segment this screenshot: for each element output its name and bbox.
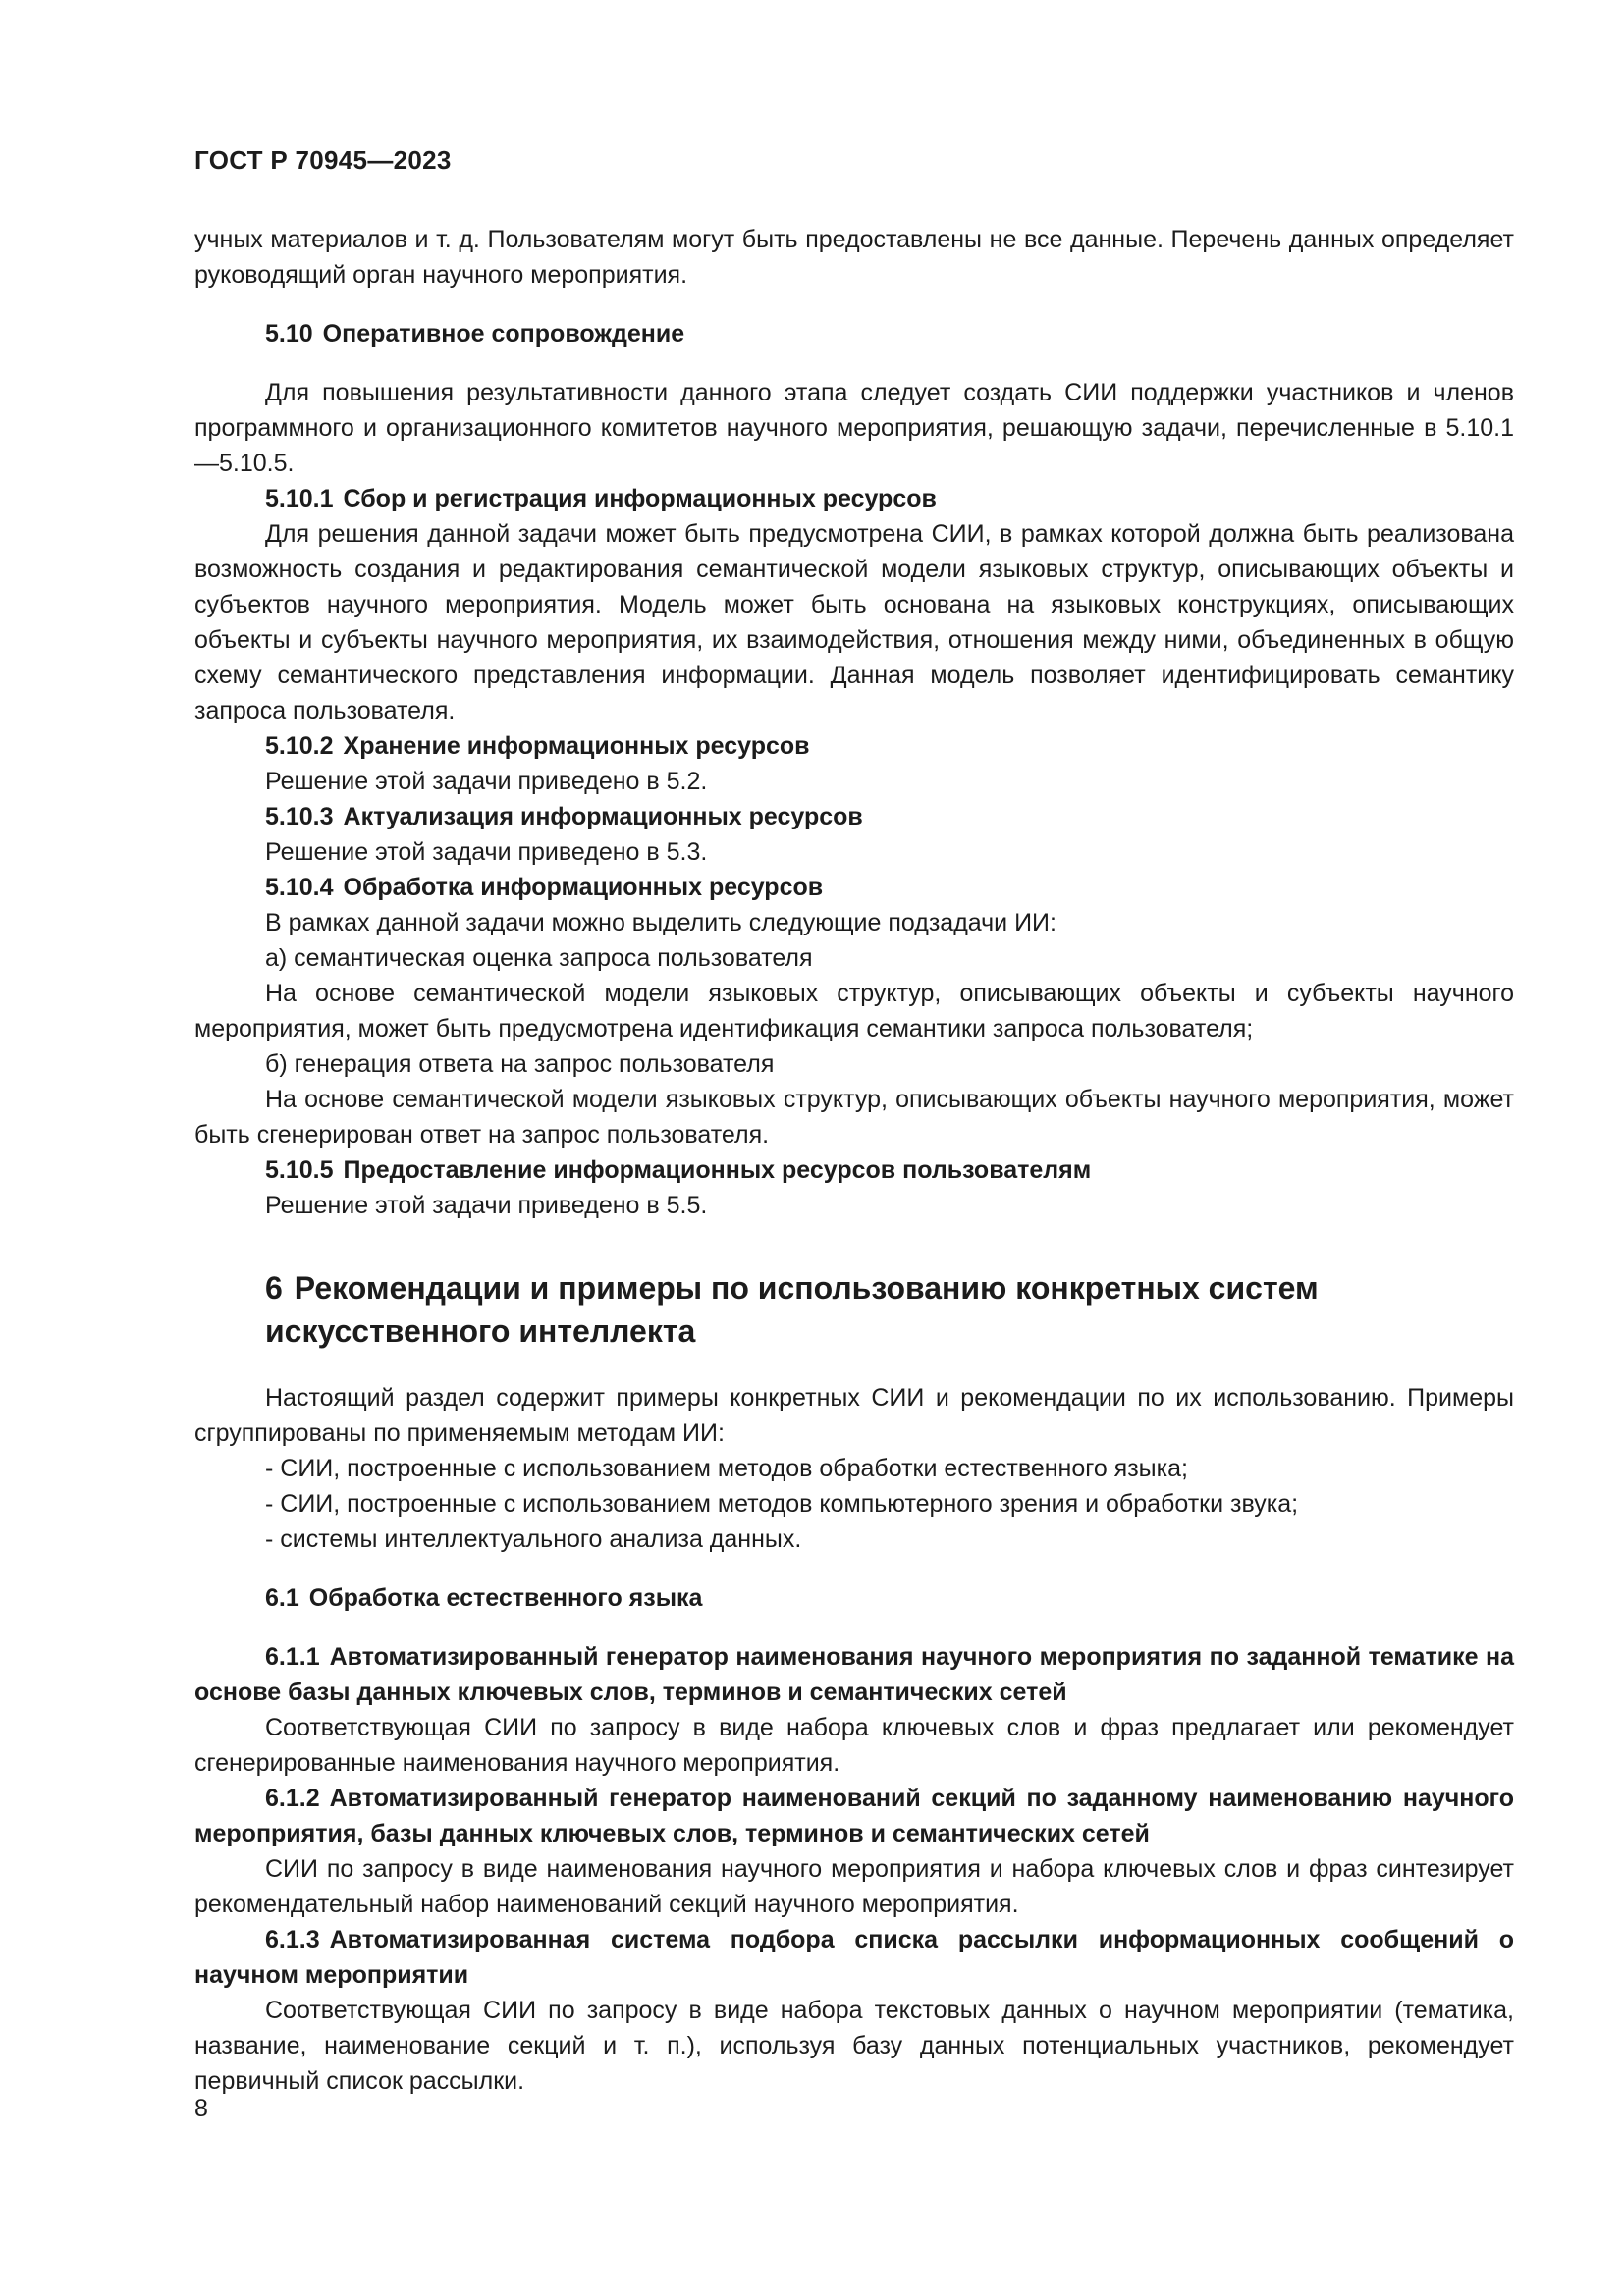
section-6-1-3-text: Соответствующая СИИ по запросу в виде набора текстовых данных о научном мероприятии (тематика, название, наименование секций и т. п.), используя базу данных потенциальных участников, рекомендует первичный список рассылки. xyxy=(194,1997,1514,2095)
list-item-b: б) генерация ответа на запрос пользователя xyxy=(265,1050,775,1078)
section-number: 6 xyxy=(265,1270,283,1306)
section-number: 6.1.1 xyxy=(265,1643,320,1671)
section-title: Сбор и регистрация информационных ресурсов xyxy=(343,485,937,512)
section-5-10-5-text: Решение этой задачи приведено в 5.5. xyxy=(265,1192,708,1219)
section-6-text: Настоящий раздел содержит примеры конкретных СИИ и рекомендации по их использованию. Примеры сгруппированы по применяемым методам ИИ: xyxy=(194,1384,1514,1447)
section-5-10-4-heading xyxy=(194,870,1514,905)
section-number: 5.10.5 xyxy=(265,1156,334,1184)
section-title: Рекомендации и примеры по использованию конкретных систем искусственного интеллекта xyxy=(265,1270,1319,1349)
section-title: Хранение информационных ресурсов xyxy=(343,732,810,760)
section-title: Оперативное сопровождение xyxy=(322,320,685,347)
section-title: Предоставление информационных ресурсов пользователям xyxy=(343,1156,1092,1184)
section-6-1-1-heading xyxy=(194,1639,1514,1710)
section-title: Автоматизированный генератор наименований секций по заданному наименованию научного мероприятия, базы данных ключевых слов, терминов и семантических сетей xyxy=(194,1785,1514,1847)
list-item-a-text: На основе семантической модели языковых структур, описывающих объекты и субъекты научного мероприятия, может быть предусмотрена идентификация семантики запроса пользователя; xyxy=(194,980,1514,1042)
section-number: 6.1.2 xyxy=(265,1785,320,1812)
section-title: Автоматизированная система подбора списка рассылки информационных сообщений о научном мероприятии xyxy=(194,1926,1514,1989)
document-header: ГОСТ Р 70945—2023 xyxy=(194,145,452,175)
section-5-10-2-text: Решение этой задачи приведено в 5.2. xyxy=(265,768,708,795)
bullet-item: - СИИ, построенные с использованием методов обработки естественного языка; xyxy=(265,1455,1188,1482)
section-5-10-text: Для повышения результативности данного этапа следует создать СИИ поддержки участников и членов программного и организационного комитетов научного мероприятия, решающую задачи, перечисленные в 5.10.1—5.10.5. xyxy=(194,379,1514,477)
document-body xyxy=(194,222,1514,2099)
bullet-item: - системы интеллектуального анализа данных. xyxy=(265,1525,802,1553)
page-number: 8 xyxy=(194,2095,208,2122)
section-6-1-heading xyxy=(194,1580,1514,1616)
section-number: 5.10.1 xyxy=(265,485,334,512)
section-number: 5.10.3 xyxy=(265,803,334,830)
section-title: Актуализация информационных ресурсов xyxy=(343,803,863,830)
section-6-heading xyxy=(265,1266,1514,1353)
section-number: 6.1 xyxy=(265,1584,299,1612)
section-5-10-1-text: Для решения данной задачи может быть предусмотрена СИИ, в рамках которой должна быть реализована возможность создания и редактирования семантической модели языковых структур, описывающих объекты и субъектов научного мероприятия. Модель может быть основана на языковых конструкциях, описывающих объекты и субъекты научного мероприятия, их взаимодействия, отношения между ними, объединенных в общую схему семантического представления информации. Данная модель позволяет идентифицировать семантику запроса пользователя. xyxy=(194,520,1514,724)
section-title: Обработка информационных ресурсов xyxy=(343,874,824,901)
section-5-10-heading xyxy=(194,316,1514,351)
section-number: 5.10.2 xyxy=(265,732,334,760)
intro-continuation: учных материалов и т. д. Пользователям могут быть предоставлены не все данные. Перечень данных определяет руководящий орган научного мероприятия. xyxy=(194,226,1514,289)
section-5-10-2-heading xyxy=(194,728,1514,764)
list-item-b-text: На основе семантической модели языковых структур, описывающих объекты научного мероприятия, может быть сгенерирован ответ на запрос пользователя. xyxy=(194,1086,1514,1148)
section-title: Автоматизированный генератор наименования научного мероприятия по заданной тематике на основе базы данных ключевых слов, терминов и семантических сетей xyxy=(194,1643,1514,1706)
bullet-item: - СИИ, построенные с использованием методов компьютерного зрения и обработки звука; xyxy=(265,1490,1299,1518)
section-6-1-3-heading xyxy=(194,1922,1514,1993)
section-6-1-1-text: Соответствующая СИИ по запросу в виде набора ключевых слов и фраз предлагает или рекомендует сгенерированные наименования научного мероприятия. xyxy=(194,1714,1514,1777)
section-number: 5.10 xyxy=(265,320,313,347)
list-item-a: а) семантическая оценка запроса пользователя xyxy=(265,944,813,972)
section-6-1-2-text: СИИ по запросу в виде наименования научного мероприятия и набора ключевых слов и фраз синтезирует рекомендательный набор наименований секций научного мероприятия. xyxy=(194,1855,1514,1918)
section-number: 5.10.4 xyxy=(265,874,334,901)
section-5-10-3-text: Решение этой задачи приведено в 5.3. xyxy=(265,838,708,866)
section-5-10-4-text: В рамках данной задачи можно выделить следующие подзадачи ИИ: xyxy=(265,909,1056,936)
section-5-10-1-heading xyxy=(194,481,1514,516)
section-6-1-2-heading xyxy=(194,1781,1514,1851)
section-number: 6.1.3 xyxy=(265,1926,320,1953)
section-5-10-3-heading xyxy=(194,799,1514,834)
section-5-10-5-heading xyxy=(194,1152,1514,1188)
section-title: Обработка естественного языка xyxy=(308,1584,703,1612)
